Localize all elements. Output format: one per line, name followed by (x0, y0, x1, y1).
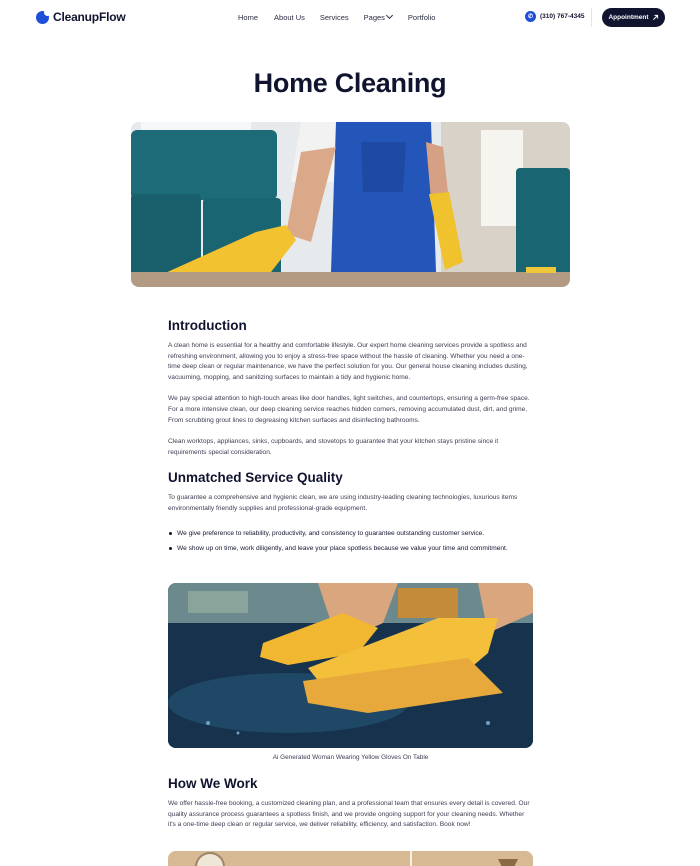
logo-text: CleanupFlow (53, 10, 126, 24)
bottom-image (168, 851, 533, 866)
how-paragraph: We offer hassle-free booking, a customized cleaning plan, and a professional team that ensures every detail is covered. Our quality assurance process guarantees a spotless finish, and we provide ongoing support for your cleaning needs. Whether it's a one-time deep clean or regular service, we deliver reliability, efficiency, and satisfaction. Book now! (168, 800, 530, 829)
quality-heading: Unmatched Service Quality (168, 470, 343, 486)
quality-list (168, 529, 533, 554)
nav-item-pages-label: Pages (363, 13, 385, 22)
intro-paragraph-3: Clean worktops, appliances, sinks, cupboards, and stovetops to guarantee that your kitchen stays pristine since it requirements special consideration. (168, 438, 499, 456)
logo[interactable] (36, 10, 125, 24)
nav-item-about-us[interactable]: About Us (274, 13, 305, 22)
site-header (0, 0, 700, 36)
main-nav (238, 13, 435, 22)
list-item: We show up on time, work diligently, and leave your place spotless because we value your time and commitment. (168, 544, 533, 554)
nav-item-portfolio[interactable]: Portfolio (407, 13, 436, 22)
how-heading: How We Work (168, 776, 258, 791)
nav-item-home[interactable]: Home (238, 13, 259, 22)
bottom-illustration (168, 851, 533, 866)
chevron-down-icon (386, 12, 393, 19)
phone-number: (310) 767-4345 (540, 13, 585, 20)
logo-icon (36, 11, 49, 24)
intro-heading: Introduction (168, 318, 247, 333)
appointment-button[interactable] (602, 8, 665, 27)
gloves-illustration (168, 583, 533, 748)
gloves-image (168, 583, 533, 748)
arrow-up-right-icon (652, 14, 659, 21)
intro-paragraph-1: A clean home is essential for a healthy and comfortable lifestyle. Our expert home cleaning services provide a spotless and refreshing environment, allowing you to enjoy a stress-free space without the hassle of cleaning. Whether you need a one-time deep clean or regular maintenance, we have the perfect solution for you. Our general house cleaning includes dusting, vacuuming, mopping, and sanitizing surfaces to maintain a tidy and hygienic home. (168, 342, 528, 381)
hero-illustration (131, 122, 570, 287)
how-we-work-section (168, 776, 533, 831)
article-content (168, 318, 533, 554)
hero-image (131, 122, 570, 287)
quality-paragraph: To guarantee a comprehensive and hygienic clean, we are using industry-leading cleaning technologies, luxurious items environmentally friendly supplies and professional-grade equipment. (168, 494, 518, 512)
header-divider (591, 8, 592, 27)
nav-item-services[interactable]: Services (319, 13, 349, 22)
appointment-label: Appointment (608, 14, 649, 21)
intro-paragraph-2: We pay special attention to high-touch areas like door handles, light switches, and countertops, ensuring a germ-free space. For a more intensive clean, our deep cleaning service reaches hidden corners, removing accumulated dust, dirt, and grime. From scrubbing grout lines to degreasing kitchen surfaces and disinfecting bathrooms. (168, 395, 530, 424)
list-item: We give preference to reliability, productivity, and consistency to guarantee outstanding customer service. (168, 529, 533, 539)
image-caption: Ai Generated Woman Wearing Yellow Gloves On Table (272, 754, 429, 761)
phone-icon: ✆ (525, 11, 536, 22)
phone-contact[interactable] (525, 11, 584, 22)
page-title: Home Cleaning (253, 68, 447, 98)
nav-item-pages[interactable] (364, 13, 392, 22)
